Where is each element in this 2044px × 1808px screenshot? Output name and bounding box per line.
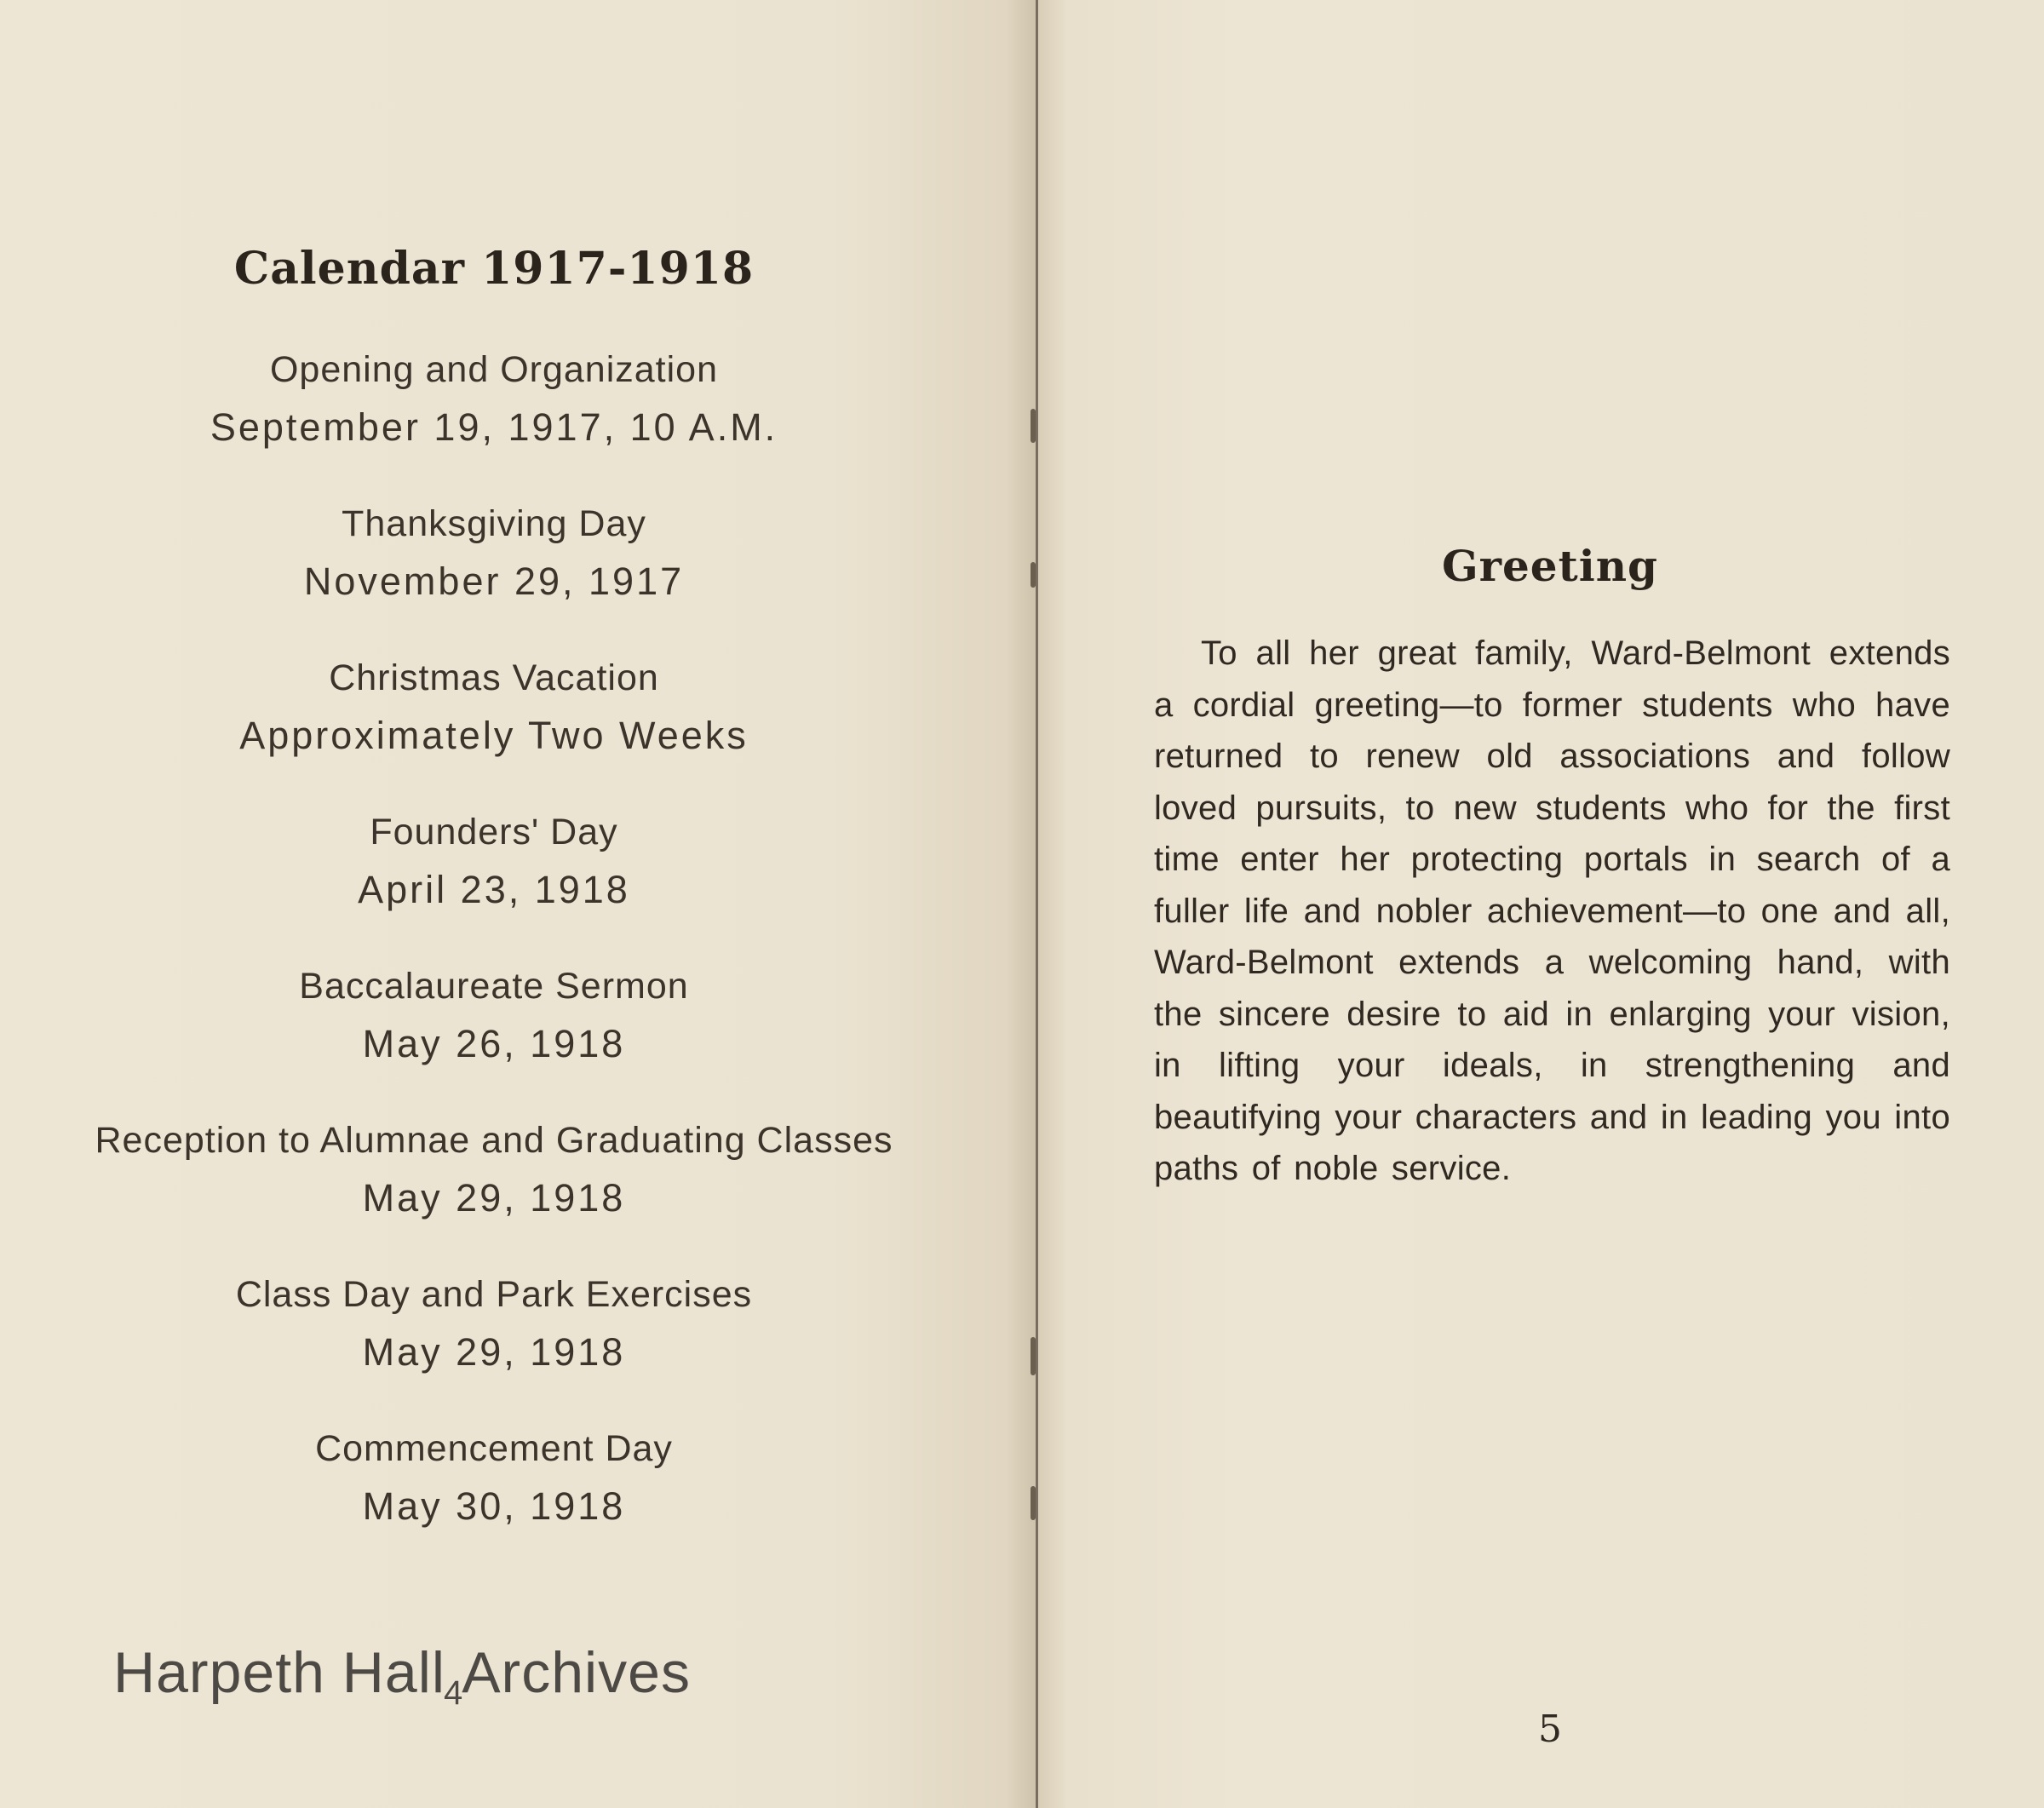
- calendar-event: [51, 495, 937, 649]
- event-date: Approximately Two Weeks: [239, 714, 749, 757]
- event-date: May 26, 1918: [362, 1022, 626, 1065]
- calendar-event: [51, 649, 937, 803]
- watermark-subscript: 4: [443, 1674, 464, 1712]
- event-name: Commencement Day: [315, 1428, 673, 1469]
- event-date: April 23, 1918: [358, 868, 630, 911]
- binding-stitch: [1031, 1486, 1036, 1520]
- watermark-text-start: Harpeth Hall: [113, 1640, 445, 1705]
- event-name: Reception to Alumnae and Graduating Classes: [95, 1120, 893, 1161]
- event-name: Class Day and Park Exercises: [235, 1274, 753, 1315]
- page-number: 5: [1538, 1708, 1562, 1751]
- calendar-event: [51, 1111, 937, 1266]
- calendar-event: [51, 1266, 937, 1420]
- watermark-text-end: Archives: [462, 1640, 691, 1705]
- calendar-event: [51, 341, 937, 495]
- greeting-paragraph: To all her great family, Ward-Belmont extends a cordial greeting—to former students who have returned to renew old associations and follow loved pursuits, to new students who for the first time enter her protecting portals in search of a fuller life and nobler achievement—to one and all, Ward-Belmont extends a welcoming hand, with the sincere desire to aid in enlarging your vision, in lifting your ideals, in strengthening and beautifying your characters and in leading you into paths of noble service.: [1154, 634, 1950, 1187]
- greeting-title: Greeting: [1441, 541, 1659, 591]
- calendar-event: [51, 957, 937, 1111]
- event-name: Baccalaureate Sermon: [299, 966, 689, 1007]
- event-date: September 19, 1917, 10 A.M.: [210, 405, 778, 449]
- archive-watermark: [113, 1639, 691, 1713]
- binding-stitch: [1031, 1337, 1036, 1375]
- event-name: Thanksgiving Day: [342, 503, 646, 544]
- calendar-event: [51, 803, 937, 957]
- event-date: May 30, 1918: [362, 1484, 626, 1528]
- binding-stitch: [1031, 562, 1036, 588]
- event-date: November 29, 1917: [303, 560, 685, 603]
- binding-stitch: [1031, 409, 1036, 443]
- binding-gutter: [1036, 0, 1038, 1808]
- calendar-title: Calendar 1917-1918: [233, 243, 755, 295]
- event-date: May 29, 1918: [362, 1176, 626, 1220]
- event-name: Founders' Day: [370, 812, 618, 852]
- calendar-event-list: [51, 341, 937, 1574]
- event-name: Christmas Vacation: [329, 657, 659, 698]
- event-name: Opening and Organization: [269, 349, 719, 390]
- calendar-event: [51, 1420, 937, 1574]
- event-date: May 29, 1918: [362, 1330, 626, 1374]
